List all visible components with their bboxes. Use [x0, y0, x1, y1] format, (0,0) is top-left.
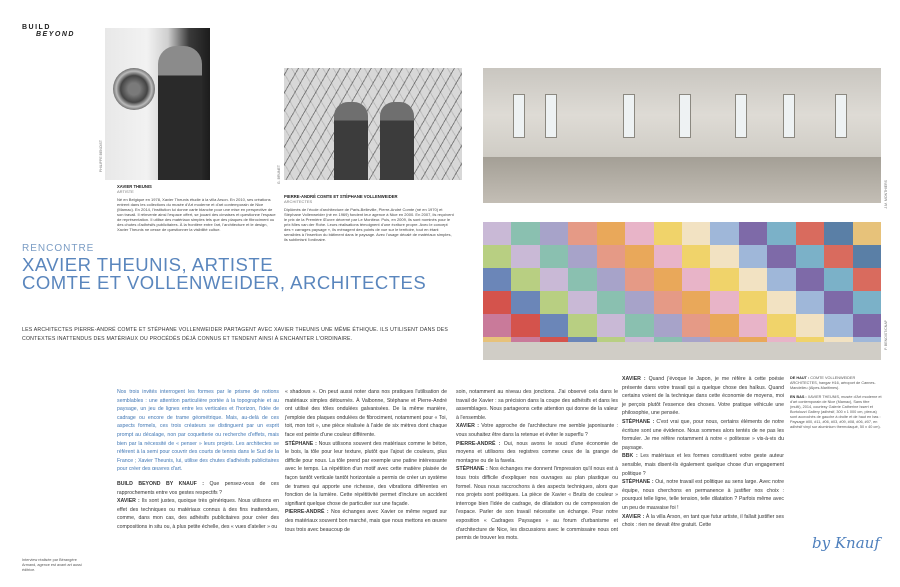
intro-paragraph: Nos trois invités interrogent les formes par le prisme de notions semblables : une attention particulière portée à la topographie et au paysage, un jeu de lignes entre les verticales et l'horizon, l'idée de cadrage ou encore de trame géométrique. Mais, au-delà de ces aspects formels, ces trois créateurs se distinguent par un esprit prompt au décalage, non par coquetterie ou recherche d'effets, mais bien par la nécessité de « penser » leurs projets. Les architectes se réfèrent à la semi pour couvrir des courts de tennis dans le Sud de la France ; Xavier Theunis, lui, utilise des chutes d'adhésifs publicitaires pour créer des œuvres d'art. — [117, 389, 279, 473]
photo-credit-3: J.M. MONTHIERS — [884, 180, 888, 209]
caption-architects — [284, 194, 454, 242]
title-line-2: COMTE ET VOLLENWEIDER, ARCHITECTES — [22, 272, 427, 293]
article-column-2 — [285, 388, 447, 534]
knauf-signature: by Knauf — [812, 534, 880, 552]
photo-color-installation — [483, 222, 881, 360]
interview-credit: Interview réalisée par Bérangère Armand, agence est avant art aussi éditrice. — [22, 558, 82, 572]
photo-hangar-interior — [483, 68, 881, 203]
build-beyond-logo — [22, 24, 75, 38]
portrait-figure — [158, 46, 202, 180]
article-lede: LES ARCHITECTES PIERRE-ANDRÉ COMTE ET STÉPHANE VOLLENWEIDER PARTAGENT AVEC XAVIER THEUNIS UNE MÊME ÉTHIQUE. ILS UTILISENT DANS DES CONTEXTES INATTENDUS DES MATÉRIAUX OU PROCÉDÉS DÉJÀ CONNUS ET TENDENT AINSI À ENCHANTER L'ORDINAIRE. — [22, 327, 449, 342]
photo-credit-2: G. BRUNET — [277, 165, 281, 185]
column-2-paragraph: « shadows ». On peut aussi noter dans nos pratiques l'utilisation de matériaux simples détournés. À Valbonne, Stéphane et Pierre-André ont utilisé des tôles ondulées galvanisées. De la même manière, j'emploie des plaques ondulées de fibrociment, notamment pour « Toi, toit, mon toit », une pièce réalisée à l'aide de six mètres dont chaque face est peinte d'une couleur différente. STÉPHANE : Nous utilisons souvent des matériaux comme le béton, le bois, la tôle pour leur texture, plutôt que l'ajout de couleurs, plus difficile pour nous. La tôle prend par exemple une patine intéressante avec le temps. La répétition d'un motif avec cette matière plaisée de façon tantôt verticale tantôt horizontale a permis de créer un système de trames qui apporte une richesse, des vibrations différentes en fonction de la lumière. Cette répétitivité permet d'inclure un accident signifiant quelque chose de particulier sur une façade. PIERRE-ANDRÉ : Nos échanges avec Xavier ce même regard sur des matériaux souvent bon marché, mais que nous mettons en œuvre tous trois avec beaucoup de — [285, 389, 448, 533]
caption-architects-text: Diplômés de l'école d'architecture de Paris-Belleville, Pierre-André Comte (né en 1970) et Stéphane Vollenweider (né en 1969) fondent leur agence à Nice en 2000. En 2007, ils reçoivent le prix de la Première Œuvre décerné par Le Moniteur. Puis, en 2009, ils sont nominés pour le prix Mies van der Rohe. Leurs réalisations témoignent d'une écriture propre. Avec le concept des « carrages paysage », ils ménagent des points de vue sur le territoire, tout en étant sensibles à l'insertion du bâtiment dans le paysage. Avec l'usage décalé de matériaux simples, ils sublimisnt l'ordinaire. — [284, 207, 454, 242]
question-paragraph: BUILD BEYOND BY KNAUF : Que pensez-vous de ces rapprochements entre vos gestes respectifs ? XAVIER : Ils sont justes, quoique très génériques. Nous utilisons en effet des techniques ou matériaux connus à des fins inattendues, comme, dans mon cas, des adhésifs publicitaires pour créer des compositions in situ ou, à plus petite échelle, des « vues d'atelier » ou — [117, 480, 279, 530]
caption-architects-role: ARCHITECTES — [284, 199, 313, 204]
architect-figure-1 — [334, 102, 368, 180]
article-column-1 — [117, 388, 279, 532]
logo-line-build: BUILD — [22, 24, 51, 31]
caption-xavier — [117, 184, 277, 232]
article-column-3 — [456, 388, 618, 543]
caption-xavier-text: Né en Belgique en 1978, Xavier Theunis étudie à la villa Arson. En 2010, ses créations entrent dans les collections du musée d'Art moderne et d'art contemporain de Nice (Mamac). En 2014, l'institution lui donne carte blanche pour une mise en perspective de son travail. Il réinvente ainsi l'espace offert, se jouant des cimaises et questionne l'espace de représentation. Il utilise des matériaux simples tels que des plaques de fibrociment ou des chutes d'adhésifs publicitaires. À la frontière entre l'art, l'architecture et le design, Xavier Theunis ne cesse de questionner la visibilité cultue. — [117, 197, 276, 232]
logo-line-beyond: BEYOND — [36, 31, 75, 38]
photo-credit-4: P. BENOIST/CNAP — [884, 320, 888, 350]
photo-xavier-theunis — [105, 28, 210, 180]
flower-artwork — [113, 68, 155, 110]
photo-credit-1: PHILIPPE BENOIST — [99, 140, 103, 173]
image-side-caption: DE HAUT : COMTE VOLLENWEIDER ARCHITECTES, hangar H16, aéroport de Cannes-Mandelieu (Alpes-Maritimes). EN BAS : XAVIER THEUNIS, musée d'Art moderne et d'art contemporain de Nice (Mamac), Sans titre (multi), 2014, courtesy Galerie Catherine Issert et Bortolozzi Gallery (adhésif, 300 x 1 000 cm, plexus) sont accrochés de gauche à droite et de haut en bas : Paysage #00, #11, #06, #03, #09, #08, #06, #07, en adhésif vinyl sur aluminium thermolaqué, 50 x 40 cm). — [790, 376, 882, 429]
caption-xavier-name: XAVIER THEUNIS — [117, 184, 152, 189]
color-grid — [483, 222, 881, 360]
article-title — [22, 256, 426, 292]
article-kicker: RENCONTRE — [22, 243, 95, 254]
photo-architects — [284, 68, 462, 180]
column-4-paragraph: XAVIER : Quand j'évoque le Japon, je me réfère à cette poésie présente dans votre travail qui a quelque chose des haïkus. Quand certains voient de la technique dans cette économie de moyens, moi je perçois plutôt l'essence des choses. Votre pratique véhicule une philosophie, une pensée. STÉPHANE : C'est vrai que, pour nous, certains éléments de notre écriture sont une évidence. Nous sommes alors tentés de ne pas les formuler. Je me réfère notamment à notre « politesse » vis-à-vis du paysage. BBK : Les matériaux et les formes constituent votre geste auteur sensible, mais disent-ils également quelque chose d'un engagement politique ? STÉPHANE : Oui, notre travail est politique au sens large. Avec notre équipe, nous cherchons en permanence à justifier nos choix : pourquoi telle ligne, telle tension, telle dilatation ? Parfois même avec un peu de mauvaise foi ! XAVIER : À la villa Arson, en tant que futur artiste, il fallait justifier ses choix : rien ne devait être gratuit. Cette — [622, 376, 784, 529]
article-column-4 — [622, 375, 784, 530]
caption-xavier-role: ARTISTE — [117, 189, 134, 194]
caption-architects-name: PIERRE-ANDRÉ COMTE ET STÉPHANE VOLLENWEIDER — [284, 194, 398, 199]
title-line-1: XAVIER THEUNIS, ARTISTE — [22, 254, 274, 275]
column-3-paragraph: soin, notamment au niveau des jonctions. J'ai observé cela dans le travail de Xavier : sa précision dans la coupe des adhésifs et dans les assemblages. Nous partageons cette attention qui donne de la valeur à l'ensemble. XAVIER : Votre approche de l'architecture me semble japonisante : vous souhaitez être dans la retenue et éviter le superflu ? PIERRE-ANDRÉ : Oui, nous avons le souci d'une économie de moyens et utilisons des registres comme ceux de la grange de montagne ou de la favela. STÉPHANE : Nos échanges me donnent l'impression qu'il nous est à tous trois difficile d'expliquer nos ouvrages au plan plastique ou formel. Nous nous raccrochons à des aspects techniques, alors que nos projets sont poétiques. La pièce de Xavier « Bruits de couleur » interroge bien l'idée de cadrage, de dilatation ou de compression de l'espace. Parler de son travail nécessite un échange. Pour notre exposition « Cadrages Paysages » au forum d'urbanisme et d'architecture de Nice, les discussions avec le commissaire nous ont permis de trouver les mots. — [456, 389, 619, 542]
architect-figure-2 — [380, 102, 414, 180]
